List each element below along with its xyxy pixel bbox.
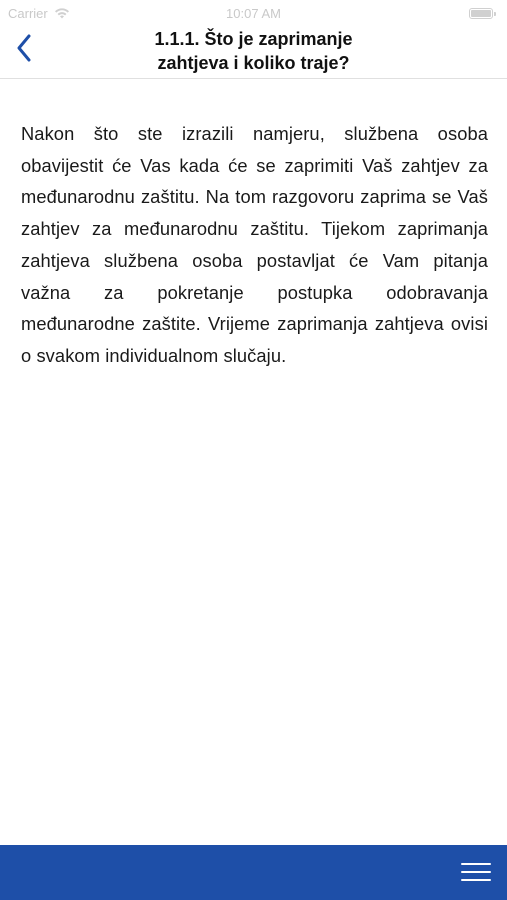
wifi-icon (54, 7, 70, 19)
status-bar (0, 0, 507, 26)
bottom-bar (0, 845, 507, 900)
content-paragraph: Nakon što ste izrazili namjeru, službena osoba obavijestit će Vas kada će se zaprimiti Vaš zahtjev za međunarodnu zaštitu. Na tom razgovoru zaprima se Vaš zahtjev za međunarodnu zaštitu. Tijekom zaprimanja zahtjeva službena osoba postavljat će Vam pitanja važna za pokretanje postupka odobravanja međunarodne zaštite. Vrijeme zaprimanja zahtjeva ovisi o svakom individualnom slučaju. (21, 123, 488, 366)
menu-line (461, 871, 491, 873)
carrier-label: Carrier (8, 5, 48, 21)
content-area (21, 118, 488, 372)
status-left (8, 6, 70, 21)
chevron-left-icon (16, 34, 32, 67)
page-title: 1.1.1. Što je zaprimanje zahtjeva i koliko traje? (154, 29, 353, 73)
battery-level (471, 10, 491, 17)
nav-header (0, 24, 507, 79)
menu-line (461, 879, 491, 881)
status-time: 10:07 AM (226, 5, 281, 21)
battery-icon (469, 8, 493, 19)
hamburger-menu-icon[interactable] (461, 859, 493, 885)
back-button[interactable] (8, 30, 40, 70)
menu-line (461, 863, 491, 865)
